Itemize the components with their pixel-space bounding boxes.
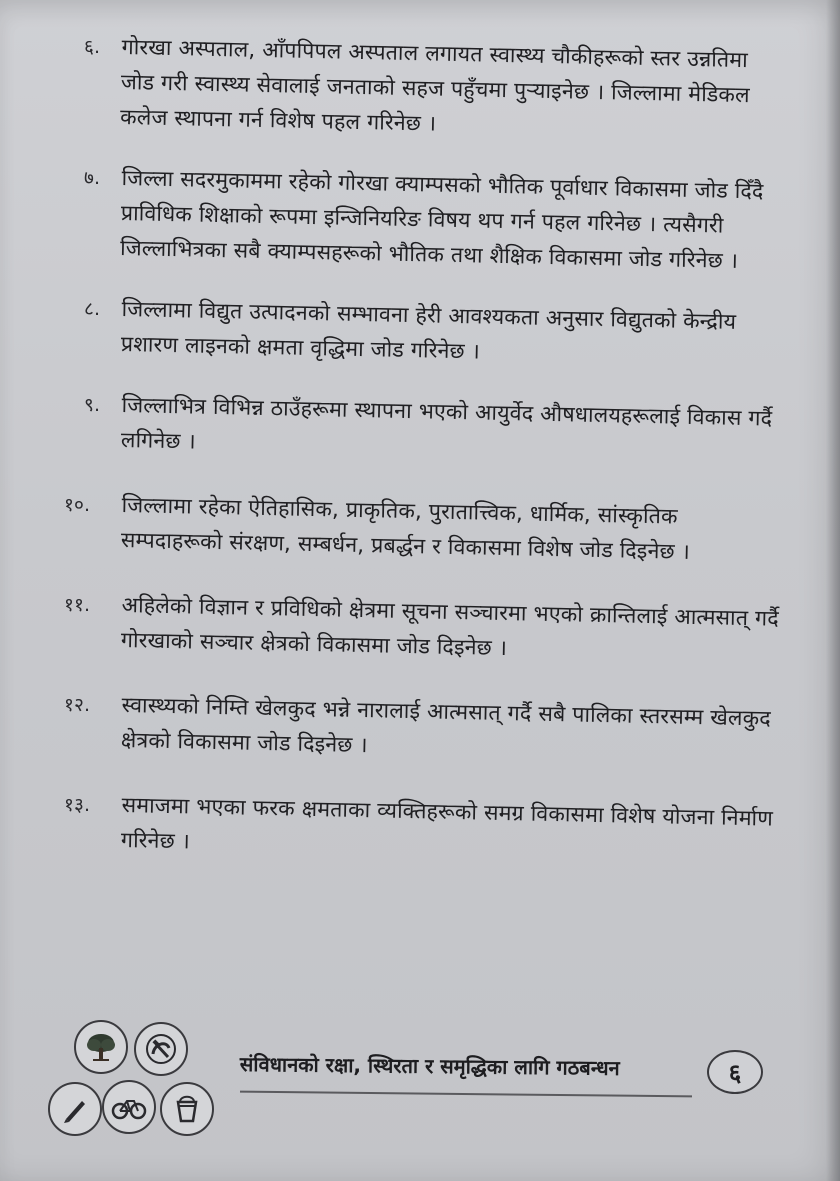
list-item-9 <box>60 388 780 458</box>
item-number: ८. <box>84 298 101 320</box>
party-symbols <box>48 1020 223 1135</box>
item-text: जिल्लामा रहेका ऐतिहासिक, प्राकृतिक, पुरातात्त्विक, धार्मिक, सांस्कृतिक सम्पदाहरूको संरक्षण, सम्बर्धन, प्रबर्द्धन र विकासमा विशेष जोड दिइनेछ । <box>120 492 691 565</box>
list-item-8 <box>60 292 780 365</box>
item-number: ६. <box>84 36 101 58</box>
item-number: १२. <box>64 694 91 716</box>
bucket-icon <box>160 1082 214 1136</box>
page-footer <box>0 1010 840 1130</box>
item-number: ७. <box>84 167 101 189</box>
item-number: ९. <box>84 394 101 416</box>
item-number: ११. <box>64 594 91 616</box>
list-item-10 <box>60 488 780 565</box>
list-item-12 <box>60 688 780 758</box>
list-item-11 <box>60 588 780 662</box>
tagline-underline <box>240 1091 692 1098</box>
tree-icon <box>74 1020 128 1074</box>
item-text: स्वास्थ्यको निम्ति खेलकुद भन्ने नारालाई आत्मसात् गर्दै सबै पालिका स्तरसम्म खेलकुद क्षेत्रको विकासमा जोड दिइनेछ । <box>120 692 772 759</box>
bicycle-icon <box>102 1080 156 1134</box>
item-text: गोरखा अस्पताल, आँपपिपल अस्पताल लगायत स्वास्थ्य चौकीहरूको स्तर उन्नतिमा जोड गरी स्वास्थ्य सेवालाई जनताको सहज पहुँचमा पुऱ्याइनेछ । जिल्लामा मेडिकल कलेज स्थापना गर्न विशेष पहल गरिनेछ । <box>119 34 750 137</box>
commitment-list <box>60 30 780 858</box>
list-item-13 <box>60 788 780 858</box>
item-text: समाजमा भएका फरक क्षमताका व्यक्तिहरूको समग्र विकासमा विशेष योजना निर्माण गरिनेछ । <box>120 792 774 855</box>
footer-tagline: संविधानको रक्षा, स्थिरता र समृद्धिका लागि गठबन्धन <box>239 1051 620 1080</box>
item-number: १०. <box>64 494 91 516</box>
list-item-6 <box>60 30 780 135</box>
page-number: ६ <box>707 1050 763 1094</box>
list-item-7 <box>60 161 780 274</box>
item-text: जिल्लामा विद्युत उत्पादनको सम्भावना हेरी आवश्यकता अनुसार विद्युतको केन्द्रीय प्रशारण लाइनको क्षमता वृद्धिमा जोड गरिनेछ । <box>120 296 737 365</box>
hammer-sickle-icon <box>134 1022 188 1076</box>
item-text: अहिलेको विज्ञान र प्रविधिको क्षेत्रमा सूचना सञ्चारमा भएको क्रान्तिलाई आत्मसात् गर्दै गोरखाको सञ्चार क्षेत्रको विकासमा जोड दिइनेछ । <box>120 592 780 662</box>
item-text: जिल्लाभित्र विभिन्न ठाउँहरूमा स्थापना भएको आयुर्वेद औषधालयहरूलाई विकास गर्दै लगिनेछ । <box>120 392 773 455</box>
item-text: जिल्ला सदरमुकाममा रहेको गोरखा क्याम्पसको भौतिक पूर्वाधार विकासमा जोड दिँदै प्राविधिक शिक्षाको रूपमा इन्जिनियरिङ विषय थप गर्न पहल गरिनेछ । त्यसैगरी जिल्लाभित्रका सबै क्याम्पसहरूको भौतिक तथा शैक्षिक विकासमा जोड गरिनेछ । <box>119 165 764 274</box>
pen-icon <box>48 1082 102 1136</box>
item-number: १३. <box>64 794 91 816</box>
